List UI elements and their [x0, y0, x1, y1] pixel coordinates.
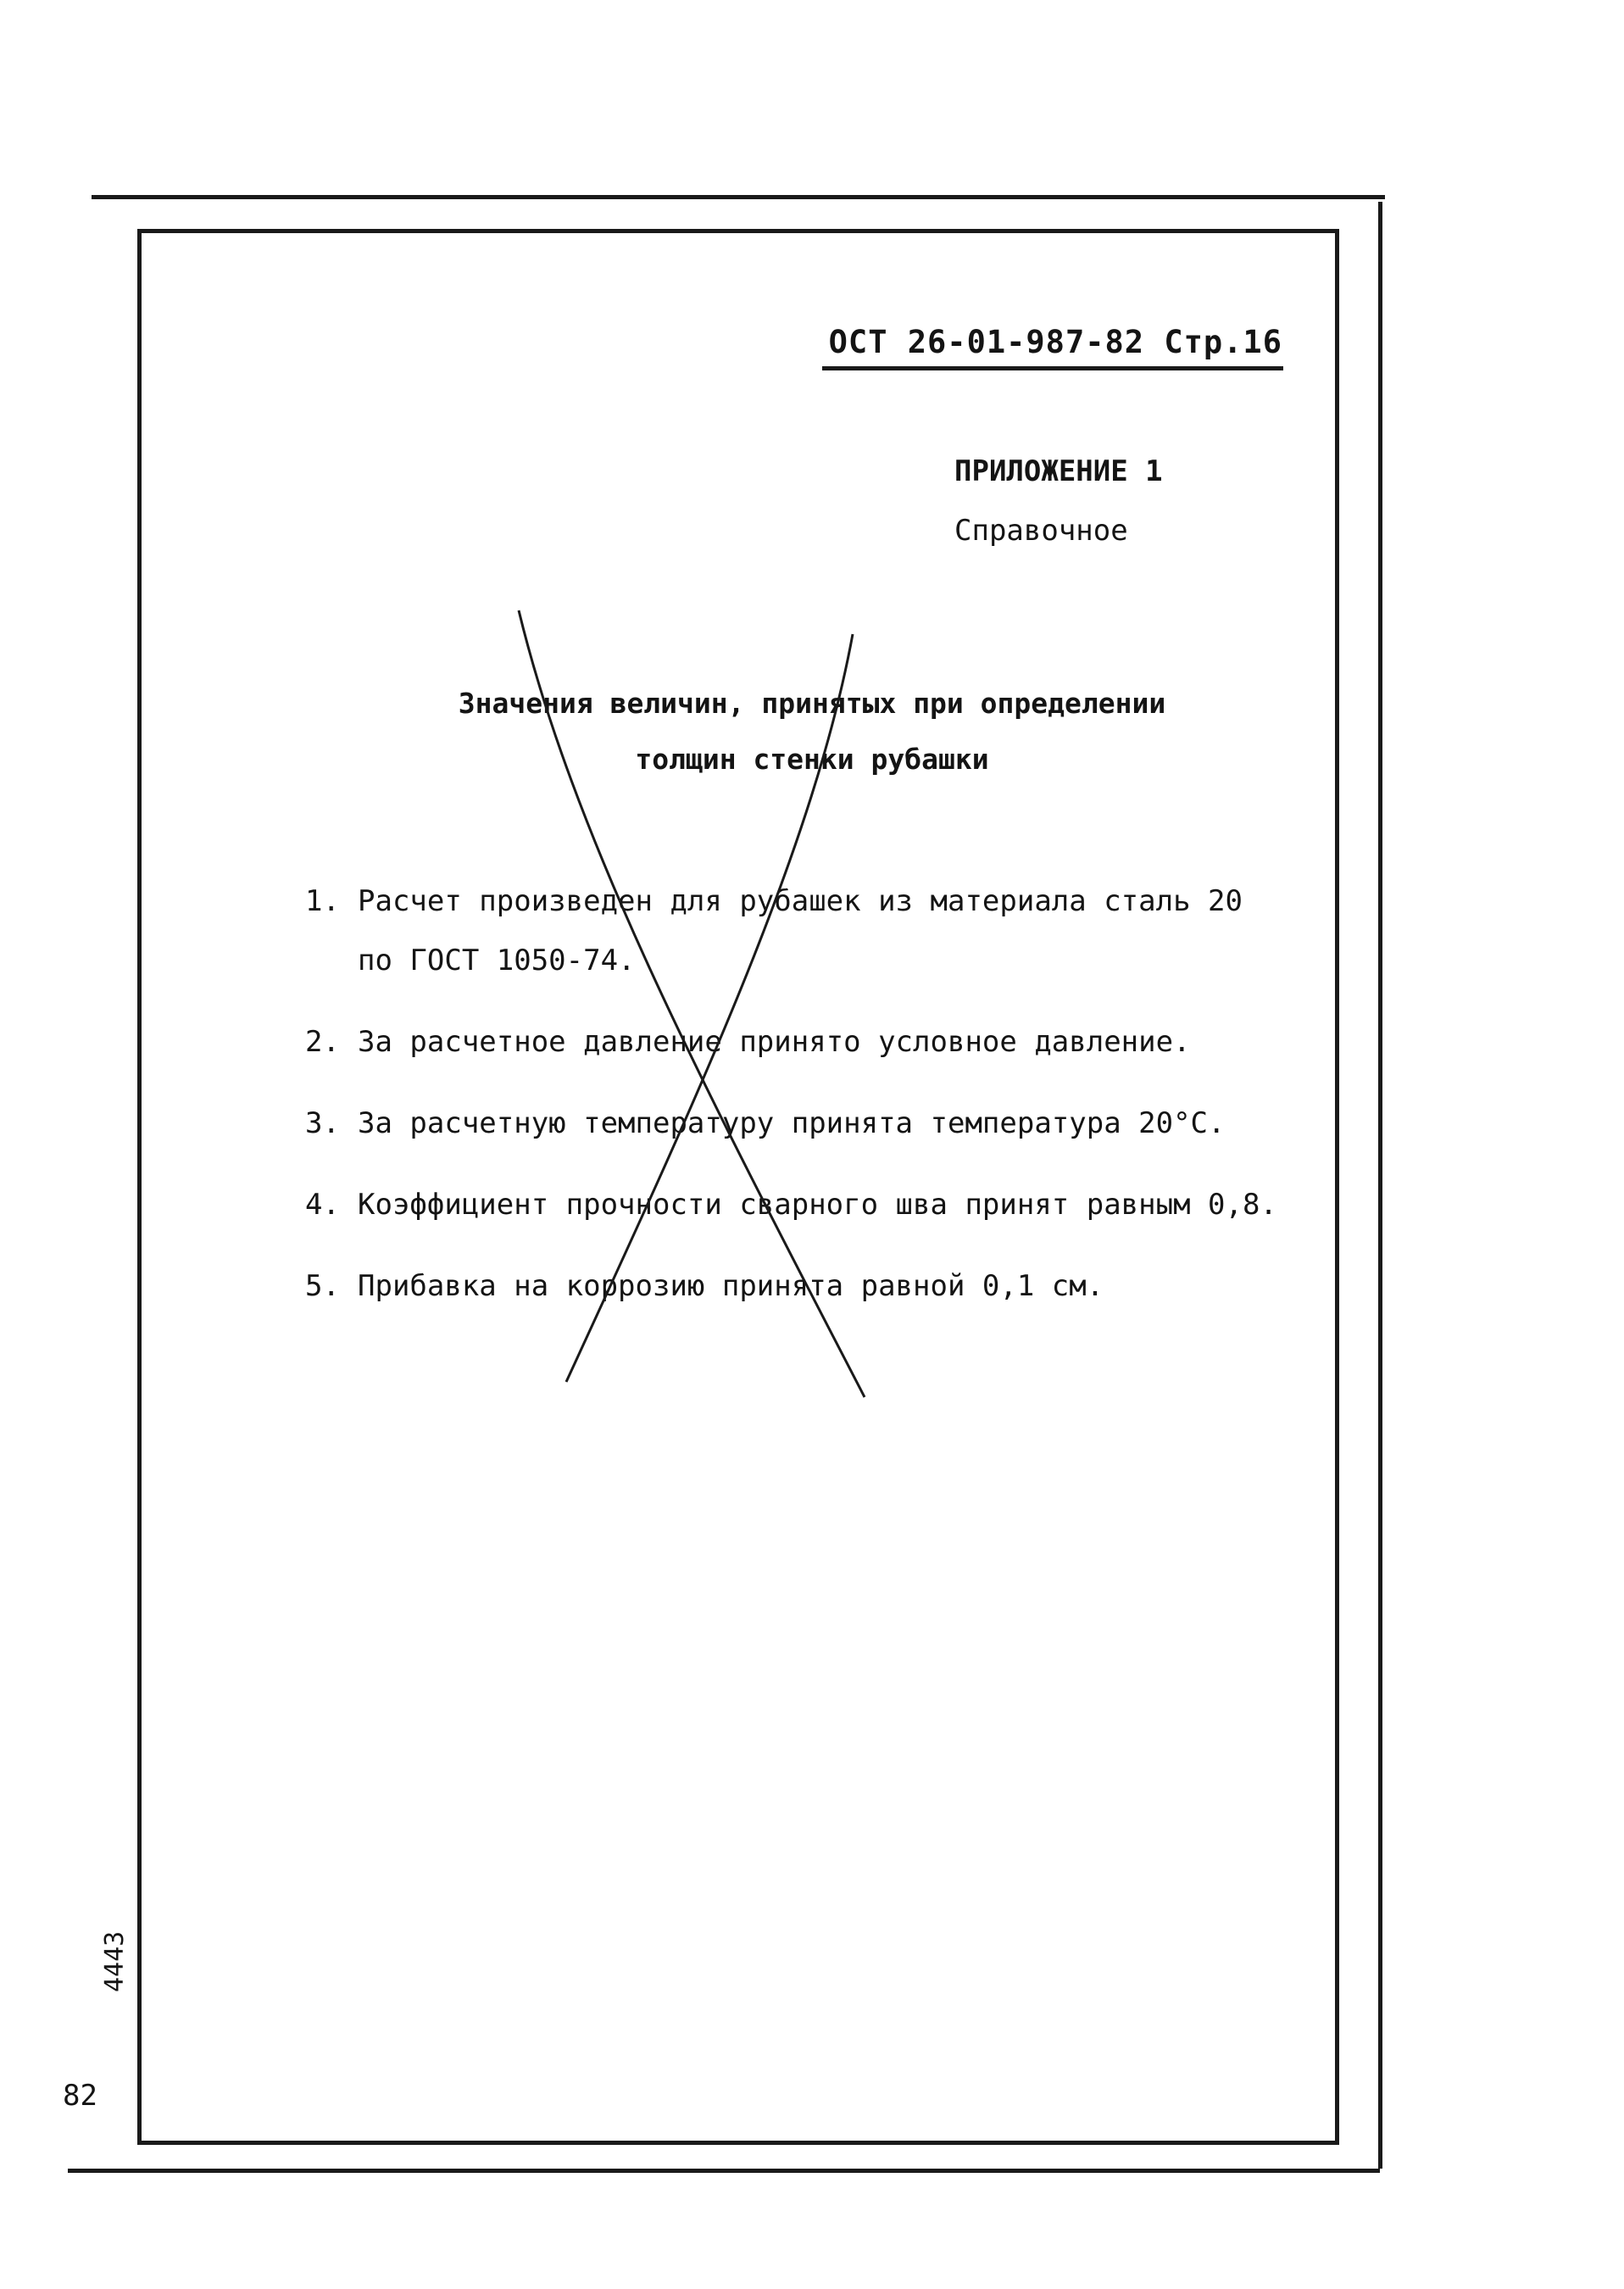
- section-heading-line-2: толщин стенки рубашки: [635, 743, 989, 776]
- appendix-status: Справочное: [954, 514, 1128, 548]
- list-item-text: [358, 872, 1288, 990]
- list-item-number: 5.: [305, 1269, 340, 1303]
- list-item-line: За расчетное давление принято условное давление.: [358, 1025, 1191, 1059]
- list-item-line: Расчет произведен для рубашек из материала сталь 20: [358, 884, 1243, 918]
- outer-right-rule: [1378, 202, 1382, 2169]
- margin-side-note: 4443: [100, 1930, 130, 1992]
- document-code: ОСТ 26-01-987-82 Стр.16: [828, 324, 1282, 360]
- list-item-text: [358, 1012, 1288, 1072]
- section-heading-line-1: Значения величин, принятых при определении: [458, 687, 1166, 720]
- list-item: [305, 1094, 1288, 1153]
- list-item-number: 4.: [305, 1188, 340, 1222]
- list-item-number: 3.: [305, 1106, 340, 1140]
- list-item: [305, 1012, 1288, 1072]
- list-item-line: по ГОСТ 1050-74.: [358, 944, 636, 977]
- list-item-line: Прибавка на коррозию принята равной 0,1 см.: [358, 1269, 1104, 1303]
- list-item-text: [358, 1175, 1288, 1234]
- list-item: [305, 1175, 1288, 1234]
- values-list: [305, 872, 1288, 1338]
- list-item-number: 2.: [305, 1025, 340, 1059]
- margin-page-number: 82: [63, 2079, 97, 2113]
- list-item: [305, 1256, 1288, 1316]
- bottom-rule: [68, 2169, 1380, 2173]
- list-item-number: 1.: [305, 884, 340, 918]
- list-item-line: За расчетную температуру принята температура 20°С.: [358, 1106, 1226, 1140]
- top-rule: [92, 195, 1385, 199]
- document-code-underline: [822, 366, 1283, 370]
- appendix-title: ПРИЛОЖЕНИЕ 1: [954, 454, 1163, 488]
- list-item-text: [358, 1094, 1288, 1153]
- list-item-text: [358, 1256, 1288, 1316]
- list-item: [305, 872, 1288, 990]
- list-item-line: Коэффициент прочности сварного шва принят равным 0,8.: [358, 1188, 1277, 1222]
